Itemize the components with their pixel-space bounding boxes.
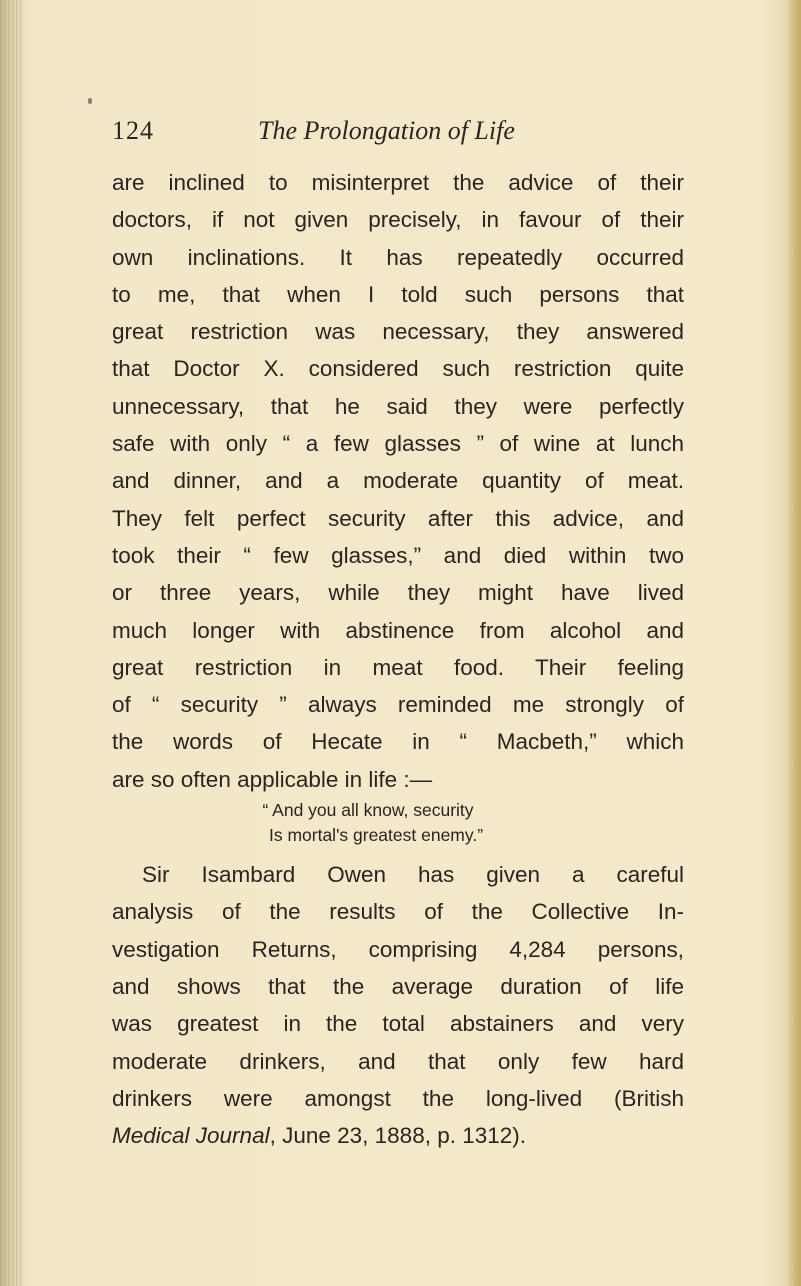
text-line: the words of Hecate in “ Macbeth,” which bbox=[112, 729, 684, 755]
running-title: The Prolongation of Life bbox=[258, 116, 515, 145]
text-line: are so often applicable in life :— bbox=[112, 766, 433, 792]
text-line: took their “ few glasses,” and died within two bbox=[112, 542, 684, 568]
text-line: much longer with abstinence from alcohol and bbox=[112, 617, 684, 643]
text-line: to me, that when I told such persons that bbox=[112, 281, 684, 307]
text-line: safe with only “ a few glasses ” of wine at lunch bbox=[112, 431, 684, 457]
quote-line: Is mortal's greatest enemy.” bbox=[268, 825, 484, 846]
journal-title: Medical Journal bbox=[112, 1123, 270, 1149]
page-gutter bbox=[0, 0, 22, 1286]
running-head bbox=[112, 114, 712, 148]
text-line: great restriction was necessary, they answered bbox=[112, 319, 684, 345]
ink-mark bbox=[88, 98, 92, 104]
text-line: and shows that the average duration of life bbox=[112, 973, 684, 999]
text-line: unnecessary, that he said they were perfectly bbox=[112, 393, 684, 419]
citation-line bbox=[112, 1117, 684, 1154]
text-line: vestigation Returns, comprising 4,284 persons, bbox=[112, 936, 684, 962]
text-line: Sir Isambard Owen has given a careful bbox=[142, 862, 684, 888]
text-line: great restriction in meat food. Their feeling bbox=[112, 654, 684, 680]
text-line: are inclined to misinterpret the advice of their bbox=[112, 170, 684, 195]
text-line: and dinner, and a moderate quantity of meat. bbox=[112, 468, 684, 494]
block-quote bbox=[112, 798, 684, 848]
body-text bbox=[112, 164, 684, 1154]
text-line: analysis of the results of the Collective In- bbox=[112, 899, 684, 925]
text-line: was greatest in the total abstainers and very bbox=[112, 1011, 684, 1037]
text-line: moderate drinkers, and that only few hard bbox=[112, 1048, 684, 1074]
citation-detail: , June 23, 1888, p. 1312). bbox=[269, 1123, 527, 1149]
text-line: or three years, while they might have lived bbox=[112, 580, 684, 606]
text-line: of “ security ” always reminded me strongly of bbox=[112, 692, 684, 718]
text-line: drinkers were amongst the long-lived (British bbox=[112, 1085, 684, 1111]
text-line: They felt perfect security after this advice, and bbox=[112, 505, 684, 531]
quote-line: “ And you all know, security bbox=[262, 800, 474, 821]
text-line: own inclinations. It has repeatedly occurred bbox=[112, 244, 684, 270]
text-line: that Doctor X. considered such restriction quite bbox=[112, 356, 684, 382]
text-line: doctors, if not given precisely, in favour of their bbox=[112, 207, 684, 233]
page-number: 124 bbox=[112, 116, 154, 145]
page-edge bbox=[787, 0, 801, 1286]
